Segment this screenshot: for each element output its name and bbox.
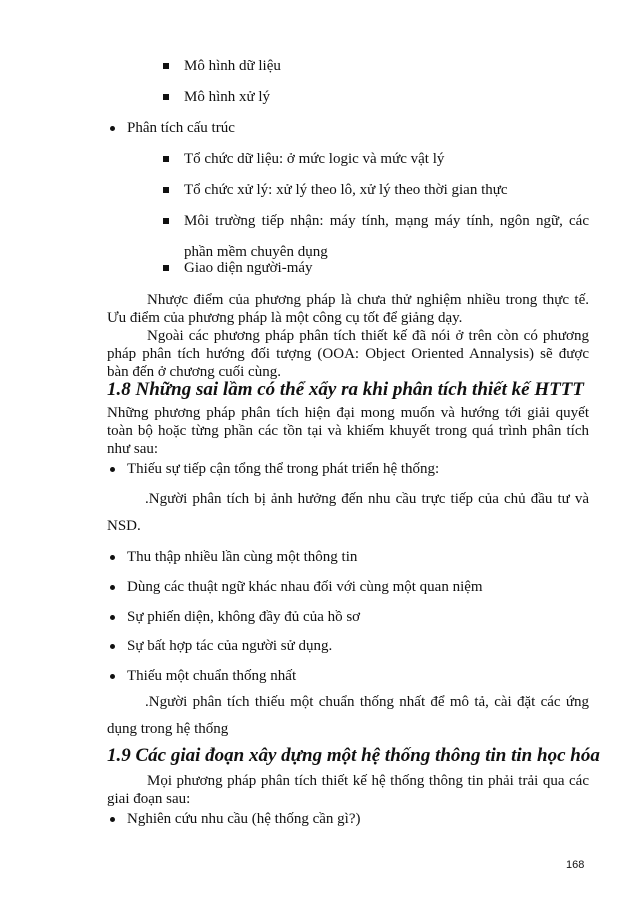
section-1-8-intro-line-1: Những phương pháp phân tích hiện đại mong muốn và hướng tới giải quyết (107, 405, 589, 421)
sub-item-environment-continued: phần mềm chuyên dụng (184, 244, 328, 260)
section-heading-1-8: 1.8 Những sai lầm có thể xẩy ra khi phân tích thiết kế HTTT (107, 379, 584, 400)
round-bullet-icon (110, 817, 115, 822)
bullet-requirements-study: Nghiên cứu nhu cầu (hệ thống cần gì?) (127, 811, 361, 827)
bullet-different-terms: Dùng các thuật ngữ khác nhau đối với cùng một quan niệm (127, 579, 483, 595)
round-bullet-icon (110, 585, 115, 590)
square-bullet-icon (163, 187, 169, 193)
note-analyst-influence: .Người phân tích bị ảnh hưởng đến nhu cầu trực tiếp của chủ đầu tư và (145, 491, 589, 507)
round-bullet-icon (110, 615, 115, 620)
bullet-lack-holistic-approach: Thiếu sự tiếp cận tổng thể trong phát triển hệ thống: (127, 461, 440, 477)
bullet-user-non-cooperation: Sự bất hợp tác của người sử dụng. (127, 638, 333, 654)
square-bullet-icon (163, 265, 169, 271)
round-bullet-icon (110, 126, 115, 131)
sub-item-processing-model: Mô hình xử lý (184, 89, 271, 105)
bullet-structure-analysis: Phân tích cấu trúc (127, 120, 235, 136)
bullet-incomplete-records: Sự phiến diện, không đầy đủ của hồ sơ (127, 609, 361, 625)
sub-item-data-model: Mô hình dữ liệu (184, 58, 281, 74)
round-bullet-icon (110, 467, 115, 472)
section-heading-1-9: 1.9 Các giai đoạn xây dựng một hệ thống thông tin tin học hóa (107, 745, 600, 766)
paragraph-advantage: Ưu điểm của phương pháp là một công cụ tốt để giảng dạy. (107, 310, 463, 326)
paragraph-ooa-line-1: Ngoài các phương pháp phân tích thiết kế đã nói ở trên còn có phương (147, 328, 589, 344)
square-bullet-icon (163, 218, 169, 224)
section-1-9-intro-line-2: giai đoạn sau: (107, 791, 191, 807)
section-1-8-intro-line-3: như sau: (107, 441, 159, 457)
paragraph-ooa-line-2: pháp phân tích hướng đối tượng (OOA: Object Oriented Annalysis) sẽ được (107, 346, 589, 362)
sub-item-interface: Giao diện người-máy (184, 260, 313, 276)
paragraph-ooa-line-3: bàn đến ở chương cuối cùng. (107, 364, 281, 380)
note-lack-standard-continued: dụng trong hệ thống (107, 721, 229, 737)
page-number: 168 (566, 859, 585, 871)
round-bullet-icon (110, 674, 115, 679)
section-1-9-intro-line-1: Mọi phương pháp phân tích thiết kế hệ thống thông tin phải trải qua các (147, 773, 589, 789)
sub-item-processing-organization: Tổ chức xử lý: xử lý theo lô, xử lý theo thời gian thực (184, 182, 508, 198)
note-lack-standard: .Người phân tích thiếu một chuẩn thống nhất để mô tả, cài đặt các ứng (145, 694, 589, 710)
sub-item-environment: Môi trường tiếp nhận: máy tính, mạng máy tính, ngôn ngữ, các (184, 213, 589, 229)
sub-item-data-organization: Tổ chức dữ liệu: ở mức logic và mức vật lý (184, 151, 445, 167)
square-bullet-icon (163, 63, 169, 69)
section-1-8-intro-line-2: toàn bộ hoặc từng phần các tồn tại và khiếm khuyết trong quá trình phân tích (107, 423, 589, 439)
square-bullet-icon (163, 156, 169, 162)
square-bullet-icon (163, 94, 169, 100)
note-analyst-influence-continued: NSD. (107, 518, 141, 534)
bullet-repeated-collection: Thu thập nhiều lần cùng một thông tin (127, 549, 358, 565)
round-bullet-icon (110, 644, 115, 649)
round-bullet-icon (110, 555, 115, 560)
bullet-lack-standard: Thiếu một chuẩn thống nhất (127, 668, 297, 684)
paragraph-disadvantage: Nhược điểm của phương pháp là chưa thử nghiệm nhiều trong thực tế. (147, 292, 589, 308)
